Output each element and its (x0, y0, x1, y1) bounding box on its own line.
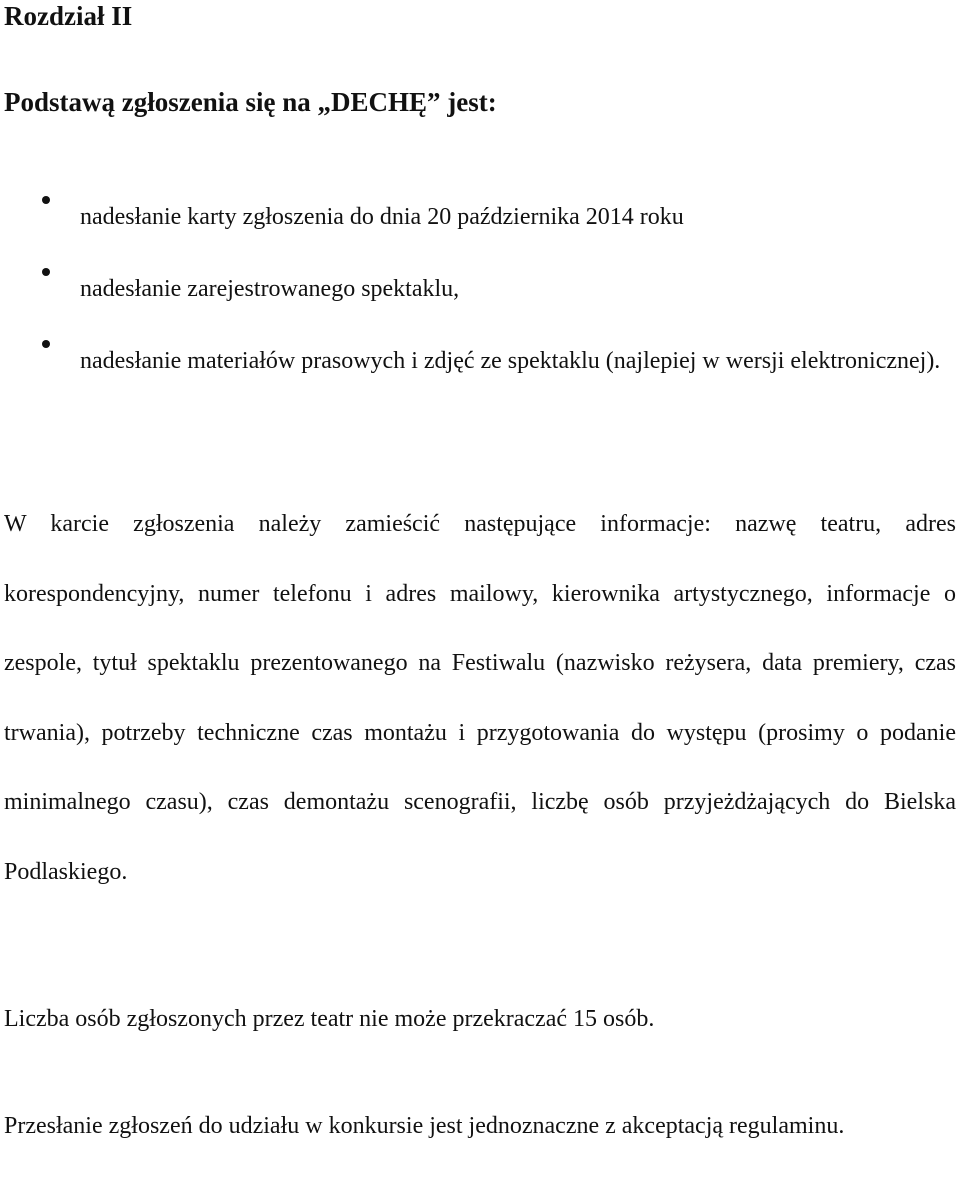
list-item-text: nadesłanie zarejestrowanego spektaklu, (80, 276, 460, 302)
chapter-heading: Rozdział II (4, 1, 133, 31)
list-item (4, 181, 956, 253)
list-item-text: nadesłanie karty zgłoszenia do dnia 20 października 2014 roku (80, 204, 684, 230)
bullet-icon (42, 325, 50, 397)
list-item-text: nadesłanie materiałów prasowych i zdjęć ze spektaklu (najlepiej w wersji elektronicznej). (80, 348, 941, 374)
list-item (4, 325, 956, 397)
section-heading: Podstawą zgłoszenia się na „DECHĘ” jest: (4, 87, 497, 117)
application-form-paragraph: W karcie zgłoszenia należy zamieścić następujące informacje: nazwę teatru, adres korespondencyjny, numer telefonu i adres mailowy, kierownika artystycznego, informacje o zespole, tytuł spektaklu prezentowanego na Festiwalu (nazwisko reżysera, data premiery, czas trwania), potrzeby techniczne czas montażu i przygotowania do występu (prosimy o podanie minimalnego czasu), czas demontażu scenografii, liczbę osób przyjeżdżających do Bielska Podlaskiego. (4, 511, 956, 885)
list-item (4, 253, 956, 325)
bullet-icon (42, 181, 50, 253)
requirements-list (4, 181, 956, 397)
regulations-acceptance-paragraph: Przesłanie zgłoszeń do udziału w konkursie jest jednoznaczne z akceptacją regulaminu. (4, 1113, 845, 1139)
participant-limit-paragraph: Liczba osób zgłoszonych przez teatr nie może przekraczać 15 osób. (4, 1006, 655, 1032)
bullet-icon (42, 253, 50, 325)
